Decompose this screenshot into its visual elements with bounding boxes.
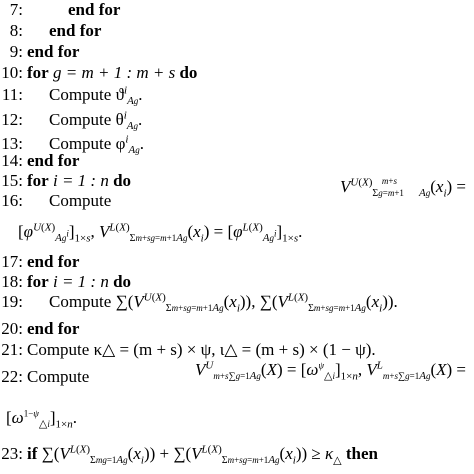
loop-range: i = 1 : n [52,272,109,291]
formula-16b: $[\varphi^{U(X)}_{Ag^i}]_{1\times s}$, $V^{L(X)}_{\Sigma m+sg=m+1Ag}(x_i) = [\varphi^{L(X)}_{Ag^i}]_{1\times s}$. [18,221,303,245]
statement: Compute [49,191,112,210]
line-number: 23: [1,444,23,463]
keyword-then: then [345,444,378,463]
statement: Compute κ△ = (m + s) × ψ, ι△ = (m + s) × (1 − ψ). [27,340,376,359]
keyword: end for [68,0,121,19]
line-number: 8: [9,21,23,40]
formula-23: $\sum(V^{L(X)}_{\Sigma mg=1Ag}(x_i)) + \sum(V^{L(X)}_{\Sigma m+sg=m+1Ag}(x_i)) \ge \kappa_\triangle$ [41,443,342,467]
algorithm-listing: 7: end for 8: end for 9: end for 10: for g = m + 1 : m + s do 11: Compute $ϑ^i_{Ag}$. 12: Compute $\theta^i_{Ag}$. 13: Compute $\varphi^i_{Ag}$. 14: end for 15: for i = 1 : n do 16: Compute $V^{U(X)}_{\Sigma g=m+1^{m+s}Ag}(x_i)$ = $[\varphi^{U(X)}_{Ag^i}]_{1\times s}$, $V^{L(X)}_{\Sigma m+sg=m+1Ag}(x_i) = [\varphi^{L(X)}_{Ag^i}]_{1\times s}$. 17: end for 18: for i = 1 : n do 19: Compute $\sum(V^{U(X)}_{\Sigma m+sg=m+1Ag}(x_i))$, $\sum(V^{L(X)}_{\Sigma m+sg=m+1Ag}(x_i))$. 20: end for 21: Compute κ△ = (m + s) × ψ, ι△ = (m + s) × (1 − ψ). 22: Compute $V^U_{m+s\sum g=1Ag}(X) = [\omega^\psi_{\triangle i}]_{1\times n}$, $V^L_{m+s\sum g=1Ag}(X)$ = $[\omega^{1-\psi}_{\triangle i}]_{1\times n}$. 23: if $\sum(V^{L(X)}_{\Sigma mg=1Ag}(x_i)) + \sum(V^{L(X)}_{\Sigma m+sg=m+1Ag}(x_i)) \ge \kappa_\triangle$ then [1,0,466,467]
formula-16a: $V^{U(X)}_{\Sigma g=m+1^{m+s}Ag}(x_i)$ = [339,176,466,200]
formula-22a: $V^U_{m+s\sum g=1Ag}(X) = [\omega^\psi_{\triangle i}]_{1\times n}$, $V^L_{m+s\sum g=1Ag}(X)$ = [195,359,466,383]
formula-22b: $[\omega^{1-\psi}_{\triangle i}]_{1\times n}$. [6,408,77,431]
loop-range: g = m + 1 : m + s [52,63,176,82]
line-number: 20: [1,319,23,338]
keyword: end for [27,42,80,61]
keyword: for [27,63,49,82]
statement: Compute ϑ [49,85,124,104]
line-number: 10: [1,63,23,82]
formula-19: $\sum(V^{U(X)}_{\Sigma m+sg=m+1Ag}(x_i))$, $\sum(V^{L(X)}_{\Sigma m+sg=m+1Ag}(x_i))$. [115,291,398,315]
keyword: end for [27,151,80,170]
keyword: end for [49,21,102,40]
line-number: 9: [9,42,23,61]
keyword: if [27,444,38,463]
line-number: 13: [1,134,23,153]
line-number: 22: [1,367,23,386]
line-number: 18: [1,272,23,291]
keyword: end for [27,252,80,271]
line-number: 11: [1,85,23,104]
statement: Compute [27,367,90,386]
keyword: end for [27,319,80,338]
keyword-do: do [179,63,198,82]
line-number: 14: [1,151,23,170]
statement: Compute θ [49,110,124,129]
line-number: 15: [1,171,23,190]
line-number: 16: [1,191,23,210]
line-number: 19: [1,292,23,311]
keyword: for [27,171,49,190]
line-number: 12: [1,110,23,129]
statement: Compute [49,292,112,311]
loop-range: i = 1 : n [52,171,109,190]
line-number: 21: [1,340,23,359]
keyword-do: do [113,171,132,190]
keyword: for [27,272,49,291]
line-number: 7: [9,0,23,19]
statement: Compute φ [49,134,126,153]
line-number: 17: [1,252,23,271]
keyword-do: do [113,272,132,291]
